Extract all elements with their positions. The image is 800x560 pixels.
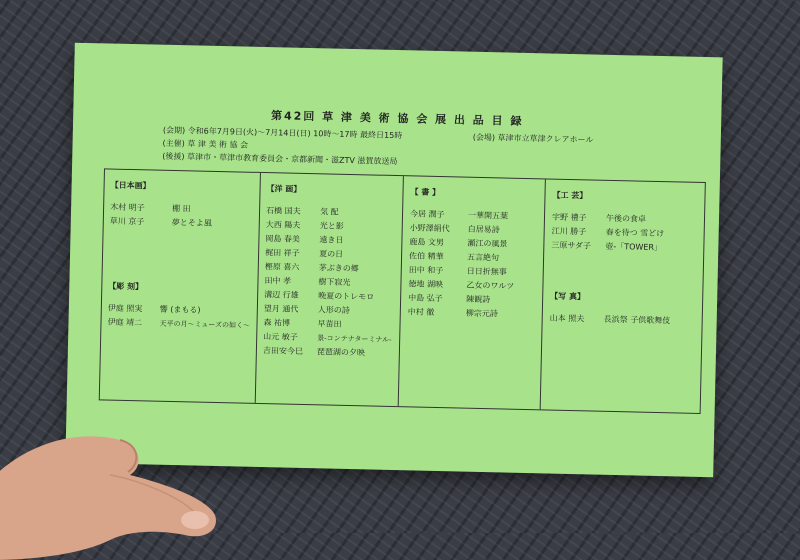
artist-name: 江川 勝子 bbox=[551, 226, 587, 237]
work-title: 乙女のワルツ bbox=[466, 280, 515, 291]
work-title: 樹下寂光 bbox=[318, 277, 351, 288]
exhibit-list-sheet bbox=[65, 43, 722, 478]
artist-name: 佐伯 精華 bbox=[408, 251, 444, 262]
artist-name: 草川 京子 bbox=[109, 216, 145, 227]
venue-text: (会場) 草津市立草津クレアホール bbox=[472, 132, 594, 145]
artist-name: 樫原 喜六 bbox=[264, 262, 300, 272]
list-item bbox=[408, 305, 542, 322]
work-title: 琵琶湖の夕映 bbox=[316, 347, 365, 358]
work-title: 光と影 bbox=[319, 221, 344, 231]
column-yoga bbox=[263, 183, 403, 361]
work-title: 夏の日 bbox=[319, 249, 344, 259]
list-item bbox=[107, 316, 255, 333]
sheet-title: 第42回 草 津 美 術 協 会 展 出 品 目 録 bbox=[270, 109, 524, 128]
section-header-nihonga: 【日本画】 bbox=[110, 180, 151, 191]
artist-name: 鹿島 文男 bbox=[409, 237, 445, 248]
artist-name: 望月 通代 bbox=[263, 304, 299, 314]
work-title: 茅ぶきの郷 bbox=[318, 263, 359, 274]
work-title: 気 配 bbox=[319, 207, 339, 217]
column-kogei-shashin bbox=[550, 190, 703, 329]
artist-name: 三原サダ子 bbox=[551, 240, 592, 251]
artist-name: 伊庭 照実 bbox=[107, 303, 143, 314]
work-title: 遠き日 bbox=[319, 235, 344, 245]
work-title: 一華開五葉 bbox=[467, 210, 509, 221]
work-title: 壺-「TOWER」 bbox=[605, 241, 663, 253]
sponsor-text: (後援) 草津市・草津市教育委員会・京都新聞・滋ZTV 滋賀放送局 bbox=[162, 151, 398, 167]
artist-name: 梶田 祥子 bbox=[265, 248, 300, 258]
artist-name: 大西 陽夫 bbox=[265, 220, 301, 230]
work-title: 景-コンテナターミナル- bbox=[317, 334, 392, 344]
artist-name: 中島 弘子 bbox=[408, 293, 443, 304]
work-title: 柳宗元詩 bbox=[465, 308, 498, 319]
artist-name: 徳地 湖映 bbox=[408, 279, 444, 290]
work-title: 白居易詩 bbox=[467, 224, 500, 235]
period-text: (会期) 令和6年7月9日(火)〜7月14日(日) 10時〜17時 最終日15時 bbox=[162, 125, 403, 141]
work-title: 棚 田 bbox=[172, 203, 191, 214]
work-title: 五言絶句 bbox=[466, 252, 500, 263]
artist-name: 田中 和子 bbox=[408, 265, 444, 276]
section-header-shashin: 【写 真】 bbox=[550, 291, 586, 302]
work-title: 瀬江の風景 bbox=[467, 238, 508, 249]
organizer-text: (主催) 草 津 美 術 協 会 bbox=[162, 138, 249, 150]
artist-name: 石橋 国夫 bbox=[265, 206, 301, 216]
column-nihonga-chokoku bbox=[107, 180, 258, 333]
work-title: 晩夏のトレモロ bbox=[318, 291, 375, 302]
work-title: 早苗田 bbox=[317, 319, 342, 329]
artist-name: 溝辺 行雄 bbox=[264, 290, 299, 300]
work-title: 夢とそよ風 bbox=[171, 217, 212, 228]
artist-name: 吉田安今巳 bbox=[262, 346, 304, 356]
section-header-chokoku: 【彫 刻】 bbox=[108, 281, 144, 292]
work-title: 陳観詩 bbox=[466, 294, 491, 305]
artist-name: 木村 明子 bbox=[110, 202, 145, 213]
work-title: 人形の詩 bbox=[317, 305, 350, 316]
work-title: 日日折無事 bbox=[466, 266, 507, 277]
column-sho bbox=[408, 186, 545, 322]
artist-name: 山元 敏子 bbox=[263, 332, 298, 342]
artist-name: 田中 孝 bbox=[264, 276, 292, 286]
work-title: 響 (まもる) bbox=[159, 304, 201, 315]
section-header-sho: 【 書 】 bbox=[410, 187, 441, 198]
artist-name: 山本 照夫 bbox=[549, 313, 585, 324]
artist-name: 伊庭 靖二 bbox=[107, 317, 143, 328]
artist-name: 宇野 禮子 bbox=[551, 212, 587, 223]
artist-name: 中村 徹 bbox=[407, 307, 435, 317]
artist-name: 岡島 春美 bbox=[265, 234, 301, 244]
hand-holding-paper bbox=[0, 420, 240, 560]
artist-name: 今居 潤子 bbox=[409, 209, 445, 220]
section-header-yoga: 【洋 画】 bbox=[266, 184, 302, 194]
work-title: 春を待つ 雪どけ bbox=[605, 227, 665, 239]
work-title: 午後の食卓 bbox=[605, 213, 647, 224]
section-header-kogei: 【工 芸】 bbox=[552, 190, 588, 201]
artist-name: 森 祐博 bbox=[263, 318, 291, 328]
catalog-table bbox=[99, 168, 706, 414]
artist-name: 小野澤絹代 bbox=[409, 223, 450, 234]
work-title: 長浜祭 子供歌舞伎 bbox=[603, 314, 671, 326]
work-title: 天平の月〜ミューズの如く〜 bbox=[159, 319, 251, 330]
list-item bbox=[550, 312, 700, 329]
